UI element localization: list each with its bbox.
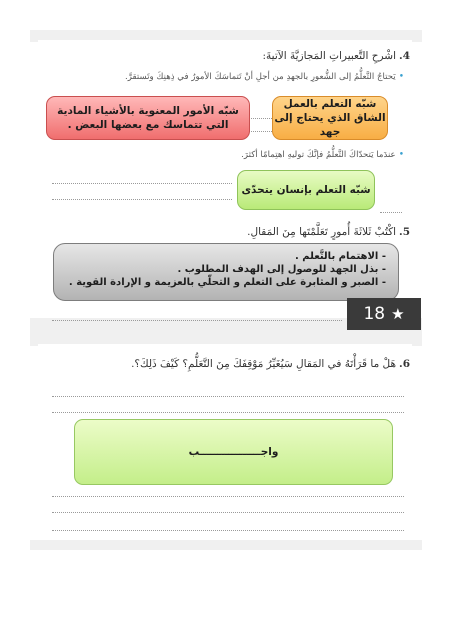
answer-box-grey bbox=[53, 243, 399, 301]
rating-badge[interactable] bbox=[347, 298, 421, 330]
answer-line-1: - الاهتمام بالتَّعلم . bbox=[295, 251, 386, 262]
answer-line bbox=[380, 212, 402, 213]
question-4-title: اشْرحِ التَّعبيراتِ المَجازيَّةَ الآتيةَ: bbox=[262, 50, 397, 62]
question-5-number: 5. bbox=[399, 226, 410, 238]
answer-box-red: شبّه الأمور المعنوية بالأشياء المادية التي تتماسك مع بعضها البعض . bbox=[46, 96, 250, 140]
star-icon: ★ bbox=[391, 305, 405, 323]
question-5-title: اكْتُبْ ثَلاثَةَ أُمورٍ تَعَلَّمْتَها مِنَ المَقالِ. bbox=[247, 226, 397, 238]
question-5-heading bbox=[247, 226, 410, 238]
bullet-icon: • bbox=[398, 72, 404, 82]
answer-box-orange: شبّه التعلم بالعمل الشاق الذي يحتاج إلى جهد bbox=[272, 96, 388, 140]
answer-line bbox=[52, 396, 404, 397]
rating-count: 18 bbox=[363, 304, 386, 324]
answer-line bbox=[52, 512, 404, 513]
answer-line bbox=[52, 496, 404, 497]
question-4-item-2 bbox=[144, 150, 404, 161]
homework-label: واجـــــــــــــــــب bbox=[188, 445, 279, 458]
question-4-item-1 bbox=[74, 72, 404, 83]
answer-box-green: شبّه التعلم بإنسان يتحدّى bbox=[237, 170, 375, 210]
question-6-title: هَلْ ما قَرَأْتَهُ في المَقالِ سَيُغَيِّرُ مَوْقِفَكَ مِنَ التَّعَلُّمِ؟ كَيْفَ ذَلِكَ؟. bbox=[131, 358, 397, 370]
answer-line bbox=[52, 320, 342, 321]
question-4-item-1-text: يَحتاجُ التَّعلُّمُ إلى الشُّعورِ بالجهدِ من أجلِ أنْ تَتماسَكَ الأمورُ في ذِهنِكَ وتَستقرَّ. bbox=[125, 72, 396, 82]
bullet-icon: • bbox=[398, 150, 404, 160]
answer-line-2: - بذل الجهد للوصول إلى الهدف المطلوب . bbox=[177, 264, 386, 275]
question-4-item-2-text: عندَما يَتحدّاكَ التَّعلُّمُ فإنَّكَ توليهِ اهتِمامًا أكثرَ. bbox=[241, 150, 396, 160]
question-4-number: 4. bbox=[399, 50, 410, 62]
question-6-number: 6. bbox=[399, 358, 410, 370]
answer-line bbox=[52, 199, 232, 200]
question-6-heading bbox=[131, 358, 410, 370]
answer-box-homework bbox=[74, 419, 393, 485]
answer-line bbox=[52, 183, 232, 184]
answer-line-3: - الصبر و المثابرة على التعلم و التحلّي بالعزيمة و الإرادة القوية . bbox=[68, 277, 386, 288]
question-4-heading bbox=[262, 50, 410, 62]
answer-line bbox=[52, 530, 404, 531]
answer-line bbox=[52, 412, 404, 413]
page-gap-bottom bbox=[30, 540, 422, 550]
